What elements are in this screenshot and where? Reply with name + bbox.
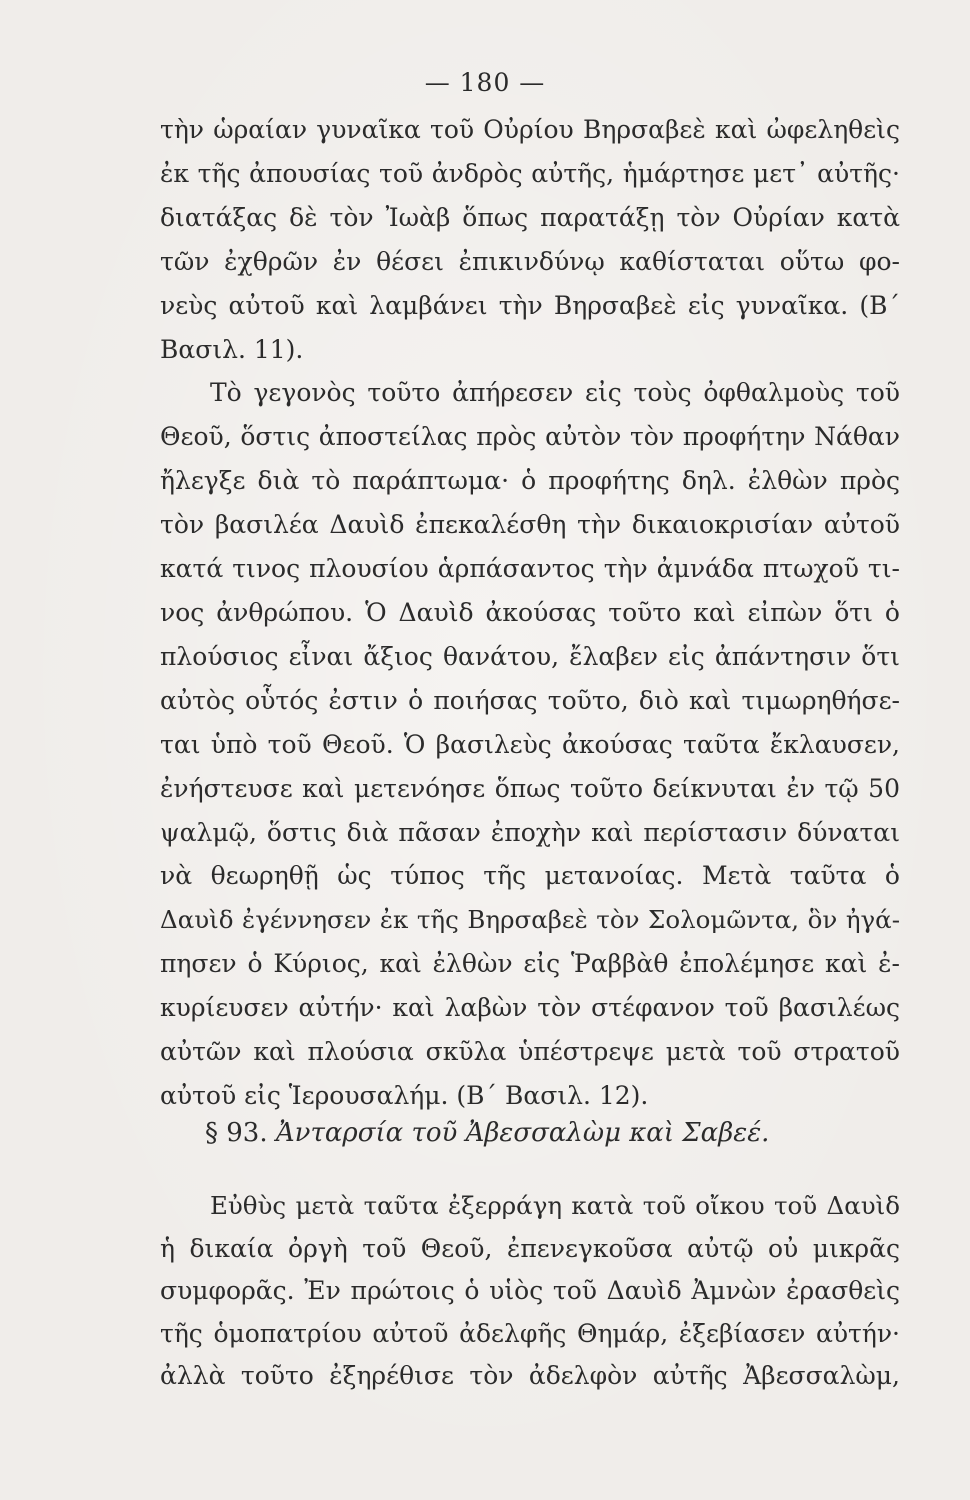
text-line: πησεν ὁ Κύριος, καὶ ἐλθὼν εἰς Ῥαββὰθ ἐπολέμησε καὶ ἐ-: [160, 949, 900, 979]
text-line: ἐκ τῆς ἀπουσίας τοῦ ἀνδρὸς αὐτῆς, ἡμάρτησε μετ᾽ αὐτῆς·: [160, 158, 900, 188]
text-line: κυρίευσεν αὐτήν· καὶ λαβὼν τὸν στέφανον τοῦ βασιλέως: [160, 993, 900, 1023]
page-number: — 180 —: [424, 68, 546, 97]
section-title: Ἀνταρσία τοῦ Ἀβεσσαλὼμ καὶ Σαβεέ.: [275, 1118, 770, 1148]
text-line: ἡ δικαία ὀργὴ τοῦ Θεοῦ, ἐπενεγκοῦσα αὐτῷ οὐ μικρᾶς: [160, 1233, 900, 1263]
text-line: Εὐθὺς μετὰ ταῦτα ἐξερράγη κατὰ τοῦ οἴκου τοῦ Δαυὶδ: [210, 1191, 900, 1220]
paragraph-section-93: [160, 1185, 900, 1398]
text-line: κατά τινος πλουσίου ἁρπάσαντος τὴν ἀμνάδα πτωχοῦ τι-: [160, 554, 900, 584]
text-line: Δαυὶδ ἐγέννησεν ἐκ τῆς Βηρσαβεὲ τὸν Σολομῶντα, ὃν ἠγά-: [160, 905, 900, 935]
text-line: νος ἀνθρώπου. Ὁ Δαυὶδ ἀκούσας τοῦτο καὶ εἰπὼν ὅτι ὁ: [160, 597, 900, 627]
text-line: ἐνήστευσε καὶ μετενόησε ὅπως τοῦτο δείκνυται ἐν τῷ 50: [160, 773, 900, 803]
text-line: ἤλεγξε διὰ τὸ παράπτωμα· ὁ προφήτης δηλ. ἐλθὼν πρὸς: [160, 466, 900, 496]
text-line: τῶν ἐχθρῶν ἐν θέσει ἐπικινδύνῳ καθίσταται οὕτω φο-: [160, 246, 900, 276]
text-line: τὸν βασιλέα Δαυὶδ ἐπεκαλέσθη τὴν δικαιοκρισίαν αὐτοῦ: [160, 510, 900, 540]
text-line: τῆς ὁμοπατρίου αὐτοῦ ἀδελφῆς Θημάρ, ἐξεβίασεν αὐτήν·: [160, 1318, 900, 1348]
text-line: νεὺς αὐτοῦ καὶ λαμβάνει τὴν Βηρσαβεὲ εἰς γυναῖκα. (Β΄: [160, 290, 900, 320]
text-line: νὰ θεωρηθῇ ὡς τύπος τῆς μετανοίας. Μετὰ ταῦτα ὁ: [160, 861, 900, 891]
text-line: αὐτὸς οὗτός ἐστιν ὁ ποιήσας τοῦτο, διὸ καὶ τιμωρηθήσε-: [160, 685, 900, 715]
text-line: διατάξας δὲ τὸν Ἰωὰβ ὅπως παρατάξῃ τὸν Οὐρίαν κατὰ: [160, 202, 900, 232]
text-line: συμφορᾶς. Ἐν πρώτοις ὁ υἱὸς τοῦ Δαυὶδ Ἀμνὼν ἐρασθεὶς: [160, 1276, 900, 1305]
text-line: ψαλμῷ, ὅστις διὰ πᾶσαν ἐποχὴν καὶ περίστασιν δύναται: [160, 817, 900, 847]
text-line: τὴν ὡραίαν γυναῖκα τοῦ Οὐρίου Βηρσαβεὲ καὶ ὠφεληθεὶς: [160, 115, 900, 144]
section-number: § 93.: [205, 1118, 268, 1148]
text-line: Τὸ γεγονὸς τοῦτο ἀπήρεσεν εἰς τοὺς ὀφθαλμοὺς τοῦ: [210, 378, 900, 408]
text-line: Θεοῦ, ὅστις ἀποστείλας πρὸς αὐτὸν τὸν προφήτην Νάθαν: [160, 422, 900, 452]
text-line: Βασιλ. 11).: [160, 334, 304, 364]
text-line: αὐτοῦ εἰς Ἱερουσαλήμ. (Β΄ Βασιλ. 12).: [160, 1080, 649, 1110]
section-heading: [205, 1118, 769, 1148]
text-line: ται ὑπὸ τοῦ Θεοῦ. Ὁ βασιλεὺς ἀκούσας ταῦτα ἔκλαυσεν,: [160, 729, 900, 759]
paragraph-continuation: [160, 108, 900, 1118]
text-line: ἀλλὰ τοῦτο ἐξηρέθισε τὸν ἀδελφὸν αὐτῆς Ἀβεσσαλὼμ,: [160, 1361, 900, 1390]
text-line: αὐτῶν καὶ πλούσια σκῦλα ὑπέστρεψε μετὰ τοῦ στρατοῦ: [160, 1037, 900, 1067]
text-line: πλούσιος εἶναι ἄξιος θανάτου, ἔλαβεν εἰς ἀπάντησιν ὅτι: [160, 641, 900, 671]
